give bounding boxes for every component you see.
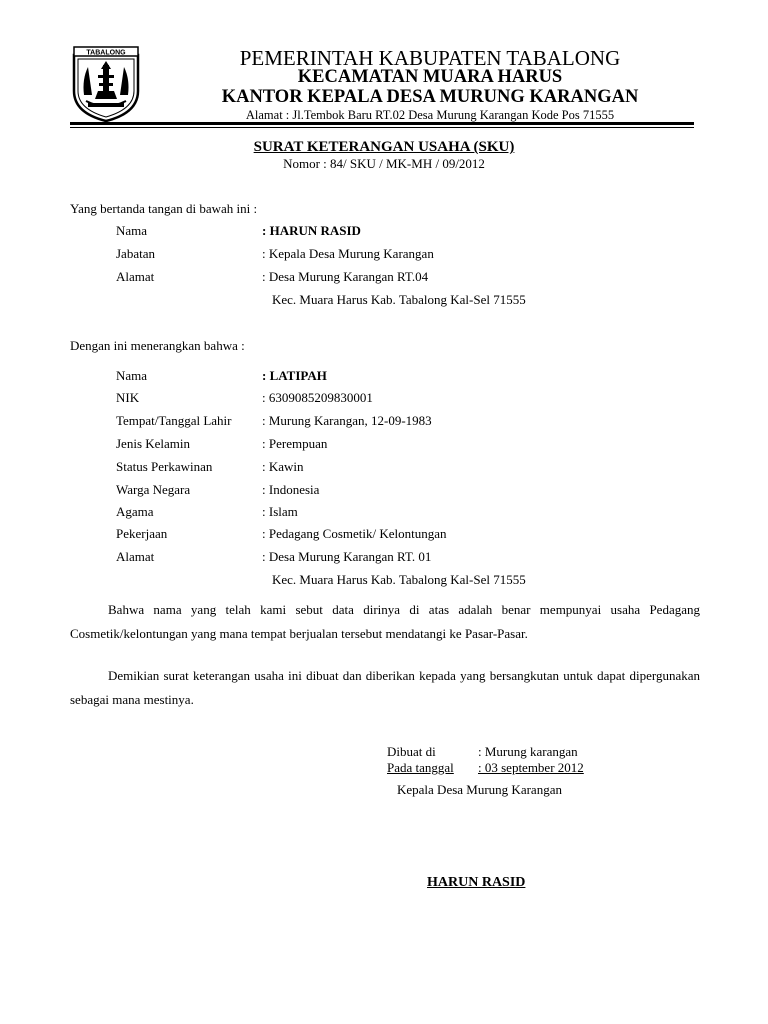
subject-marital-label: Status Perkawinan: [116, 459, 213, 474]
subject-religion-label: Agama: [116, 504, 154, 519]
closing-paragraph: Demikian surat keterangan usaha ini dibuat dan diberikan kepada yang bersangkutan untuk dapat dipergunakan sebagai mana mestinya.: [70, 668, 700, 707]
signer-name-label: Nama: [116, 223, 148, 238]
signer-address-value-line2: Kec. Muara Harus Kab. Tabalong Kal-Sel 71555: [272, 292, 526, 307]
signer-address-value: : Desa Murung Karangan RT.04: [262, 269, 429, 284]
letterhead-divider-thick: [70, 122, 694, 125]
subject-religion-value: : Islam: [262, 504, 298, 519]
subject-name-label: Nama: [116, 368, 148, 383]
document-number: Nomor : 84/ SKU / MK-MH / 09/2012: [283, 156, 485, 171]
subject-birth-value: : Murung Karangan, 12-09-1983: [262, 413, 432, 428]
letterhead-divider-thin: [70, 127, 694, 128]
signer-signature-name: HARUN RASID: [427, 875, 526, 890]
subject-name-value: : LATIPAH: [262, 368, 327, 383]
logo-banner-text: TABALONG: [86, 49, 126, 57]
header-district: KECAMATAN MUARA HARUS: [297, 67, 563, 87]
subject-address-value: : Desa Murung Karangan RT. 01: [262, 549, 432, 564]
signer-name-value: : HARUN RASID: [262, 223, 361, 238]
subject-occupation-value: : Pedagang Cosmetik/ Kelontungan: [262, 526, 447, 541]
issued-date-label: Pada tanggal: [387, 760, 454, 775]
subject-citizenship-value: : Indonesia: [262, 482, 320, 497]
signer-address-label: Alamat: [116, 269, 155, 284]
subject-marital-value: : Kawin: [262, 459, 304, 474]
subject-birth-label: Tempat/Tanggal Lahir: [116, 413, 232, 428]
tabalong-emblem-icon: [70, 45, 142, 123]
signer-position-label: Jabatan: [116, 246, 155, 261]
issued-at-value: : Murung karangan: [478, 744, 578, 759]
document-title: SURAT KETERANGAN USAHA (SKU): [253, 139, 515, 155]
subject-address-label: Alamat: [116, 549, 155, 564]
subject-gender-value: : Perempuan: [262, 436, 328, 451]
issued-date-value: : 03 september 2012: [478, 760, 584, 775]
signer-title: Kepala Desa Murung Karangan: [397, 782, 562, 797]
subject-nik-label: NIK: [116, 390, 140, 405]
intro-text: Yang bertanda tangan di bawah ini :: [70, 201, 258, 216]
header-government: PEMERINTAH KABUPATEN TABALONG: [239, 46, 621, 70]
header-office: KANTOR KEPALA DESA MURUNG KARANGAN: [221, 87, 639, 107]
subject-citizenship-label: Warga Negara: [116, 482, 191, 497]
subject-occupation-label: Pekerjaan: [116, 526, 168, 541]
statement-paragraph: Bahwa nama yang telah kami sebut data dirinya di atas adalah benar mempunyai usaha Pedagang Cosmetik/kelontungan yang mana tempat berjualan tersebut mendatangi ke Pasar-Pasar.: [70, 602, 700, 641]
issued-at-label: Dibuat di: [387, 744, 436, 759]
subject-gender-label: Jenis Kelamin: [116, 436, 191, 451]
signer-position-value: : Kepala Desa Murung Karangan: [262, 246, 434, 261]
subject-nik-value: : 6309085209830001: [262, 390, 373, 405]
subject-address-value-line2: Kec. Muara Harus Kab. Tabalong Kal-Sel 71555: [272, 572, 526, 587]
header-address: Alamat : Jl.Tembok Baru RT.02 Desa Murung Karangan Kode Pos 71555: [245, 108, 615, 122]
intro2-text: Dengan ini menerangkan bahwa :: [70, 338, 245, 353]
